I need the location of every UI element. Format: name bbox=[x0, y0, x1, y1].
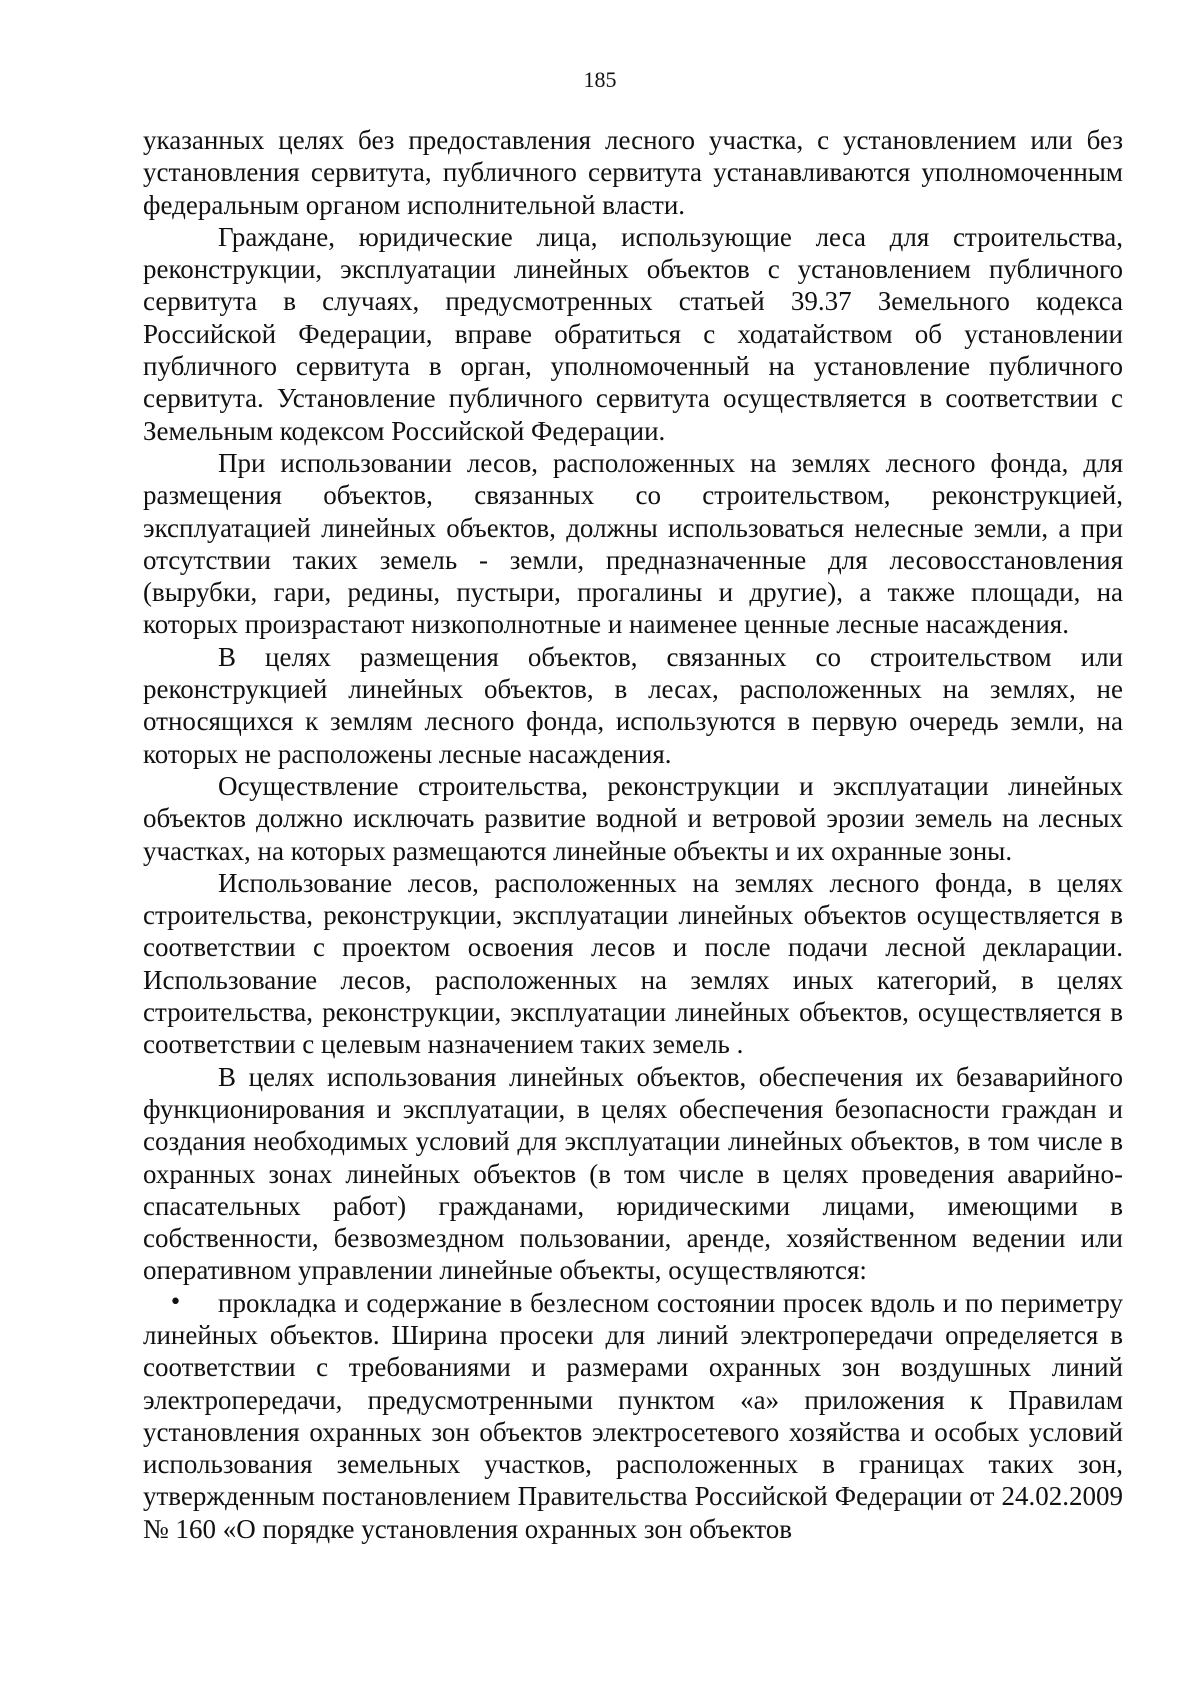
bullet-icon: • bbox=[169, 1289, 182, 1315]
paragraph-forest-fund-lands: При использовании лесов, расположенных на землях лесного фонда, для размещения объектов, связанных со строительством, реконструкцией, эксплуатацией линейных объектов, должны использоваться нелесные земли, а при отсутствии таких земель - земли, предназначенные для лесовосстановления (вырубки, гари, редины, пустыри, прогалины и другие), а также площади, на которых произрастают низкополнотные и наименее ценные лесные насаждения. bbox=[143, 447, 1123, 640]
paragraph-continuation: указанных целях без предоставления лесного участка, с установлением или без установления сервитута, публичного сервитута устанавливаются уполномоченным федеральным органом исполнительной власти. bbox=[143, 125, 1123, 220]
paragraph-public-servitude: Граждане, юридические лица, использующие леса для строительства, реконструкции, эксплуатации линейных объектов с установлением публичного сервитута в случаях, предусмотренных статьей 39.37 Земельного кодекса Российской Федерации, вправе обратиться с ходатайством об установлении публичного сервитута в орган, уполномоченный на установление публичного сервитута. Установление публичного сервитута осуществляется в соответствии с Земельным кодексом Российской Федерации. bbox=[143, 221, 1123, 446]
paragraph-linear-objects-safety: В целях использования линейных объектов, обеспечения их безаварийного функционирования и эксплуатации, в целях обеспечения безопасности граждан и создания необходимых условий для эксплуатации линейных объектов, в том числе в охранных зонах линейных объектов (в том числе в целях проведения аварийно-спасательных работ) гражданами, юридическими лицами, имеющими в собственности, безвозмездном пользовании, аренде, хозяйственном ведении или оперативном управлении линейные объекты, осуществляются: bbox=[143, 1061, 1123, 1286]
document-body bbox=[143, 124, 1123, 1545]
paragraph-forest-use-projects: Использование лесов, расположенных на землях лесного фонда, в целях строительства, реконструкции, эксплуатации линейных объектов осуществляется в соответствии с проектом освоения лесов и после подачи лесной декларации. Использование лесов, расположенных на землях иных категорий, в целях строительства, реконструкции, эксплуатации линейных объектов, осуществляется в соответствии с целевым назначением таких земель . bbox=[143, 867, 1123, 1060]
page-number: 185 bbox=[583, 67, 617, 92]
paragraph-erosion: Осуществление строительства, реконструкции и эксплуатации линейных объектов должно исключать развитие водной и ветровой эрозии земель на лесных участках, на которых размещаются линейные объекты и их охранные зоны. bbox=[143, 770, 1123, 866]
list-item bbox=[143, 1287, 1123, 1545]
paragraph-non-forest-fund-lands: В целях размещения объектов, связанных со строительством или реконструкцией линейных объектов, в лесах, расположенных на землях, не относящихся к землям лесного фонда, используются в первую очередь земли, на которых не расположены лесные насаждения. bbox=[143, 641, 1123, 769]
list-item-text: прокладка и содержание в безлесном состоянии просек вдоль и по периметру линейных объектов. Ширина просеки для линий электропередачи определяется в соответствии с требованиями и размерами охранных зон воздушных линий электропередачи, предусмотренными пунктом «а» приложения к Правилам установления охранных зон объектов электросетевого хозяйства и особых условий использования земельных участков, расположенных в границах таких зон, утвержденным постановлением Правительства Российской Федерации от 24.02.2009 № 160 «О порядке установления охранных зон объектов bbox=[143, 1287, 1123, 1544]
